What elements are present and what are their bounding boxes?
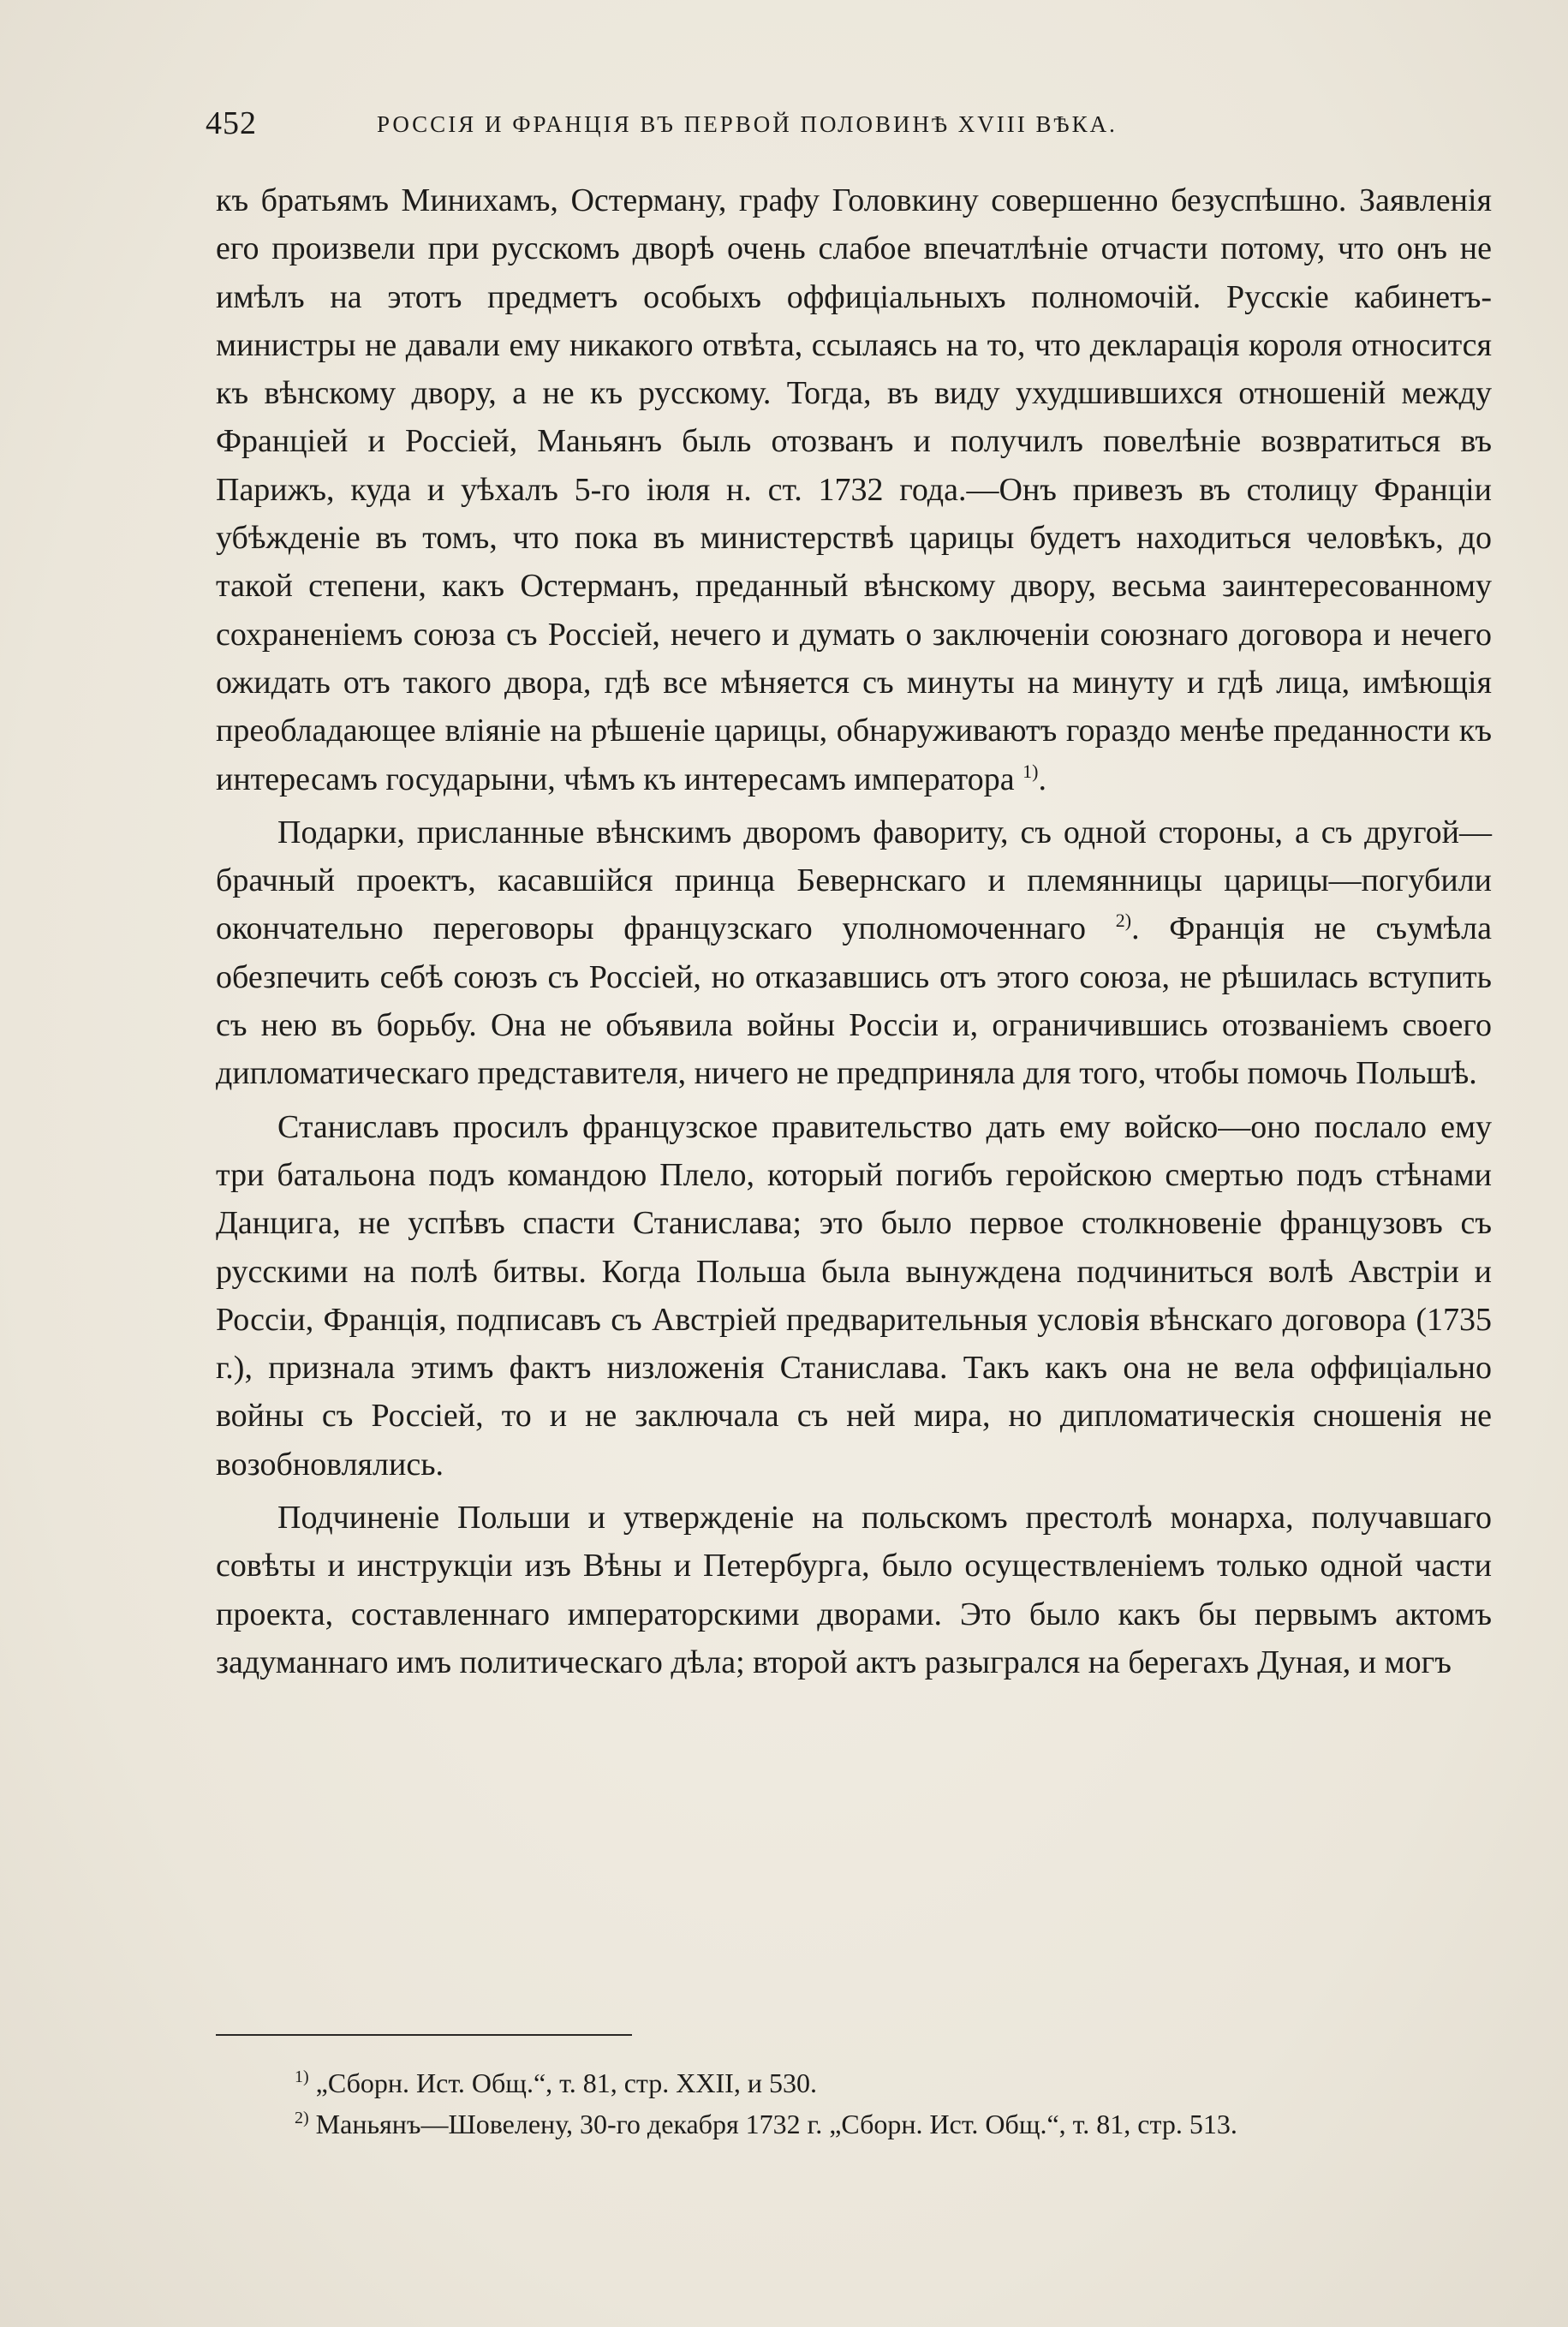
footnote-ref: 2) bbox=[1115, 910, 1132, 932]
footnote: $^{1)}$ „Сборн. Ист. Общ.“, т. 81, стр. XXII, и 530. bbox=[295, 2067, 817, 2098]
paragraph: Подарки, присланные вѣнскимъ дворомъ фавориту, съ одной стороны, а съ другой—брачный проектъ, касавшійся принца Бевернскаго и племянницы царицы—погубили окончательно переговоры французскаго уполномоченнаго $^{2)}$. Франція не съумѣла обезпечить себѣ союзъ съ Россіей, но отказавшись отъ этого союза, не рѣшилась вступить съ нею въ борьбу. Она не объявила войны Россіи и, ограничившись отозваніемъ своего дипломатическаго представителя, ничего не предприняла для того, чтобы помочь Польшѣ. bbox=[216, 814, 1492, 1092]
footnote-ref: 1) bbox=[1022, 760, 1039, 782]
running-title: РОССІЯ И ФРАНЦІЯ ВЪ ПЕРВОЙ ПОЛОВИНѢ XVIII ВѢКА. bbox=[377, 111, 1118, 137]
footnote-mark: 1) bbox=[295, 2067, 309, 2086]
footnote-mark: 2) bbox=[295, 2109, 309, 2127]
page-header bbox=[206, 101, 1319, 152]
page-number: 452 bbox=[206, 105, 257, 141]
paragraph: Подчиненіе Польши и утвержденіе на польскомъ престолѣ монарха, получавшаго совѣты и инструкціи изъ Вѣны и Петербурга, было осуществленіемъ только одной части проекта, составленнаго императорскими дворами. Это было какъ бы первымъ актомъ задуманнаго имъ политическаго дѣла; второй актъ разыгрался на берегахъ Дуная, и могъ bbox=[216, 1500, 1492, 1680]
footnotes bbox=[216, 2062, 1492, 2145]
body-text bbox=[216, 176, 1492, 1686]
paragraph: къ братьямъ Минихамъ, Остерману, графу Головкину совершенно безуспѣшно. Заявленія его произвели при русскомъ дворѣ очень слабое впечатлѣніе отчасти потому, что онъ не имѣлъ на этотъ предметъ особыхъ оффиціальныхъ полномочій. Русскіе кабинетъ-министры не давали ему никакого отвѣта, ссылаясь на то, что декларація короля относится къ вѣнскому двору, а не къ русскому. Тогда, въ виду ухудшившихся отношеній между Франціей и Россіей, Маньянъ быль отозванъ и получилъ повелѣніе возвратиться въ Парижъ, куда и уѣхалъ 5-го іюля н. ст. 1732 года.—Онъ привезъ въ столицу Франціи убѣжденіе въ томъ, что пока въ министерствѣ царицы будетъ находиться человѣкъ, до такой степени, какъ Остерманъ, преданный вѣнскому двору, весьма заинтересованному сохраненіемъ союза съ Россіей, нечего и думать о заключеніи союзнаго договора и нечего ожидать отъ такого двора, гдѣ все мѣняется съ минуты на минуту и гдѣ лица, имѣющія преобладающее вліяніе на рѣшеніе царицы, обнаруживаютъ гораздо менѣе преданности къ интересамъ государыни, чѣмъ къ интересамъ императора $^{1)}$. bbox=[216, 182, 1492, 797]
paragraph: Станиславъ просилъ французское правительство дать ему войско—оно послало ему три батальона подъ командою Плело, который погибъ геройскою смертью подъ стѣнами Данцига, не успѣвъ спасти Станислава; это было первое столкновеніе французовъ съ русскими на полѣ битвы. Когда Польша была вынуждена подчиниться волѣ Австріи и Россіи, Франція, подписавъ съ Австріей предварительныя условія вѣнскаго договора (1735 г.), признала этимъ фактъ низложенія Станислава. Такъ какъ она не вела оффиціально войны съ Россіей, то и не заключала съ ней мира, но дипломатическія сношенія не возобновлялись. bbox=[216, 1108, 1492, 1483]
footnote: $^{2)}$ Маньянъ—Шовелену, 30-го декабря 1732 г. „Сборн. Ист. Общ.“, т. 81, стр. 513. bbox=[295, 2109, 1237, 2139]
footnote-divider bbox=[216, 2034, 632, 2036]
